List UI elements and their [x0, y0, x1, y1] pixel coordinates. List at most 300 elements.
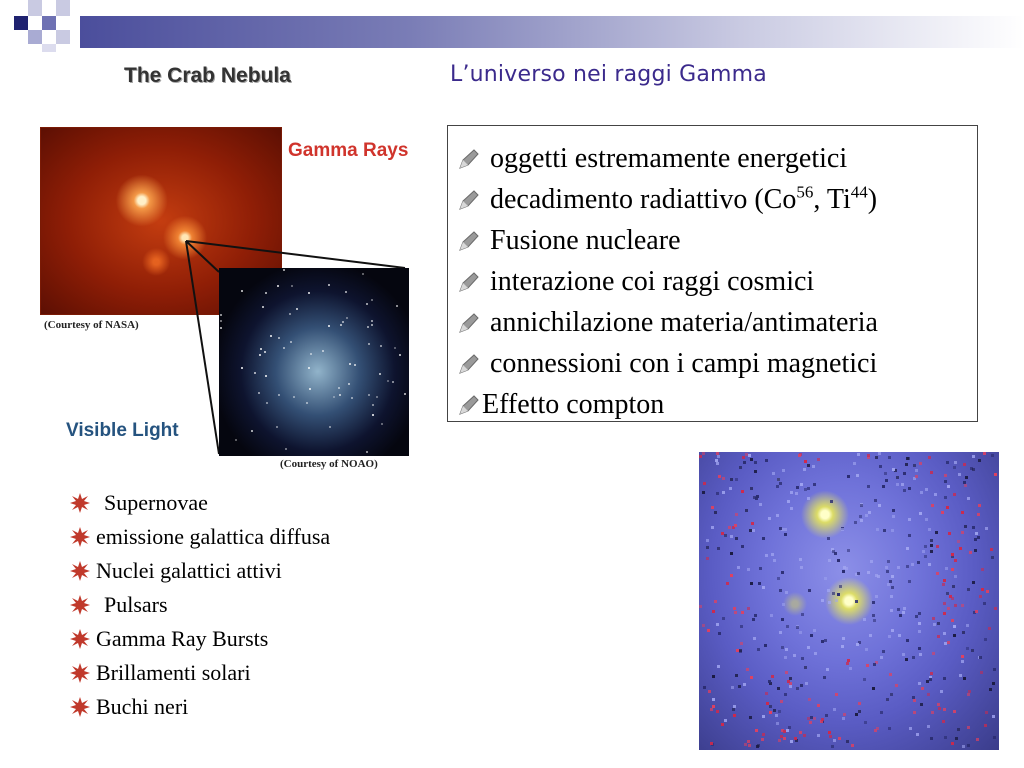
- noise-speck: [978, 459, 981, 462]
- noise-speck: [722, 617, 725, 620]
- noise-speck: [796, 486, 799, 489]
- noise-speck: [961, 511, 964, 514]
- noise-speck: [967, 588, 970, 591]
- star-speck: [235, 439, 237, 441]
- star-speck: [241, 290, 243, 292]
- noise-speck: [932, 617, 935, 620]
- noise-speck: [855, 600, 858, 603]
- noise-speck: [731, 686, 734, 689]
- star-speck: [260, 348, 262, 350]
- noise-speck: [776, 485, 779, 488]
- noise-speck: [799, 558, 802, 561]
- noise-speck: [944, 496, 947, 499]
- noise-speck: [699, 605, 702, 608]
- noise-speck: [964, 484, 967, 487]
- noise-speck: [804, 488, 807, 491]
- noise-speck: [747, 607, 750, 610]
- list-item-text: Pulsars: [104, 592, 168, 617]
- starburst-icon: [70, 527, 90, 547]
- noise-speck: [782, 469, 785, 472]
- noise-speck: [813, 629, 816, 632]
- noise-speck: [716, 492, 719, 495]
- noise-speck: [799, 631, 802, 634]
- noise-speck: [826, 668, 829, 671]
- noise-speck: [722, 477, 725, 480]
- noise-speck: [769, 705, 772, 708]
- header-square: [56, 0, 70, 16]
- star-speck: [283, 347, 285, 349]
- pencil-icon: [458, 189, 480, 211]
- noise-speck: [828, 731, 831, 734]
- noise-speck: [728, 526, 731, 529]
- noise-speck: [773, 559, 776, 562]
- star-speck: [251, 430, 253, 432]
- noise-speck: [771, 553, 774, 556]
- noise-speck: [954, 575, 957, 578]
- noise-speck: [983, 602, 986, 605]
- noise-speck: [992, 715, 995, 718]
- star-speck: [265, 375, 267, 377]
- noise-speck: [874, 499, 877, 502]
- noise-speck: [809, 721, 812, 724]
- noise-speck: [943, 612, 946, 615]
- starburst-icon: [70, 697, 90, 717]
- star-speck: [396, 305, 398, 307]
- noise-speck: [936, 545, 939, 548]
- noise-speck: [749, 529, 752, 532]
- noise-speck: [808, 589, 811, 592]
- noise-speck: [784, 533, 787, 536]
- noise-speck: [972, 526, 975, 529]
- list-item: [458, 220, 977, 261]
- noise-speck: [891, 586, 894, 589]
- noise-speck: [905, 658, 908, 661]
- noise-speck: [847, 475, 850, 478]
- noise-speck: [807, 646, 810, 649]
- noise-speck: [934, 493, 937, 496]
- noise-speck: [971, 649, 974, 652]
- noise-speck: [739, 649, 742, 652]
- noise-speck: [784, 528, 787, 531]
- noise-speck: [937, 635, 940, 638]
- noise-speck: [741, 611, 744, 614]
- noise-speck: [947, 485, 950, 488]
- noise-speck: [706, 539, 709, 542]
- noise-speck: [958, 473, 961, 476]
- noise-speck: [841, 645, 844, 648]
- noise-speck: [785, 648, 788, 651]
- noise-speck: [730, 574, 733, 577]
- list-item-text: oggetti estremamente energetici: [490, 142, 848, 174]
- noise-speck: [951, 553, 954, 556]
- noise-speck: [746, 668, 749, 671]
- noise-speck: [765, 692, 768, 695]
- noise-speck: [754, 461, 757, 464]
- star-speck: [328, 284, 330, 286]
- noise-speck: [953, 710, 956, 713]
- noise-speck: [714, 600, 717, 603]
- noise-speck: [821, 599, 824, 602]
- noise-speck: [902, 653, 905, 656]
- noise-speck: [951, 568, 954, 571]
- noise-speck: [963, 463, 966, 466]
- noise-speck: [984, 638, 987, 641]
- star-speck: [367, 326, 369, 328]
- noise-speck: [790, 740, 793, 743]
- noise-speck: [717, 455, 720, 458]
- noise-speck: [896, 483, 899, 486]
- noise-speck: [730, 552, 733, 555]
- noise-speck: [842, 570, 845, 573]
- noise-speck: [898, 634, 901, 637]
- noise-speck: [828, 559, 831, 562]
- noise-speck: [726, 582, 729, 585]
- noise-speck: [810, 634, 813, 637]
- noise-speck: [867, 454, 870, 457]
- noise-speck: [757, 648, 760, 651]
- noise-speck: [959, 674, 962, 677]
- star-speck: [348, 383, 350, 385]
- noise-speck: [853, 462, 856, 465]
- noise-speck: [833, 708, 836, 711]
- noise-speck: [776, 722, 779, 725]
- header-square: [28, 30, 42, 44]
- noise-speck: [915, 475, 918, 478]
- header-gradient-bar: [80, 16, 1024, 48]
- noise-speck: [821, 640, 824, 643]
- noise-speck: [830, 500, 833, 503]
- noise-speck: [992, 682, 995, 685]
- noise-speck: [748, 744, 751, 747]
- noise-speck: [863, 678, 866, 681]
- noise-speck: [779, 482, 782, 485]
- noise-speck: [924, 545, 927, 548]
- star-speck: [262, 306, 264, 308]
- noise-speck: [990, 548, 993, 551]
- noise-speck: [928, 456, 931, 459]
- noise-speck: [835, 693, 838, 696]
- noise-speck: [722, 491, 725, 494]
- noise-speck: [947, 607, 950, 610]
- gamma-sources-list: [70, 486, 330, 724]
- noise-speck: [932, 652, 935, 655]
- noise-speck: [783, 730, 786, 733]
- noise-speck: [961, 531, 964, 534]
- noise-speck: [781, 646, 784, 649]
- noise-speck: [897, 608, 900, 611]
- noise-speck: [876, 727, 879, 730]
- list-item: [70, 486, 330, 520]
- noise-speck: [985, 527, 988, 530]
- star-speck: [351, 397, 353, 399]
- noise-speck: [928, 563, 931, 566]
- noise-speck: [975, 532, 978, 535]
- noise-speck: [710, 708, 713, 711]
- star-speck: [381, 423, 383, 425]
- visible-light-label: Visible Light: [66, 420, 179, 441]
- noise-speck: [919, 653, 922, 656]
- list-item-text: Brillamenti solari: [96, 660, 251, 685]
- noise-speck: [777, 478, 780, 481]
- noise-speck: [980, 671, 983, 674]
- noise-speck: [896, 476, 899, 479]
- noise-speck: [762, 537, 765, 540]
- noise-speck: [807, 497, 810, 500]
- noise-speck: [916, 733, 919, 736]
- noise-speck: [753, 637, 756, 640]
- noise-speck: [857, 572, 860, 575]
- noise-speck: [964, 525, 967, 528]
- star-speck: [289, 313, 291, 315]
- noise-speck: [959, 547, 962, 550]
- starburst-icon: [70, 629, 90, 649]
- noise-speck: [989, 688, 992, 691]
- noise-speck: [993, 736, 996, 739]
- noise-speck: [796, 687, 799, 690]
- noise-speck: [730, 535, 733, 538]
- noise-speck: [972, 581, 975, 584]
- noise-speck: [882, 485, 885, 488]
- noise-speck: [929, 678, 932, 681]
- noise-speck: [943, 708, 946, 711]
- noise-speck: [993, 668, 996, 671]
- noise-speck: [887, 583, 890, 586]
- noise-speck: [933, 623, 936, 626]
- noise-speck: [771, 675, 774, 678]
- noise-speck: [827, 537, 830, 540]
- noise-speck: [931, 504, 934, 507]
- star-speck: [306, 402, 308, 404]
- noise-speck: [888, 727, 891, 730]
- noise-speck: [865, 514, 868, 517]
- noise-speck: [974, 538, 977, 541]
- noise-speck: [953, 466, 956, 469]
- noise-speck: [807, 487, 810, 490]
- noise-speck: [783, 737, 786, 740]
- noise-speck: [735, 537, 738, 540]
- noise-speck: [892, 509, 895, 512]
- noise-speck: [905, 463, 908, 466]
- list-item: [70, 690, 330, 724]
- star-speck: [278, 394, 280, 396]
- star-speck: [366, 303, 368, 305]
- noise-speck: [733, 705, 736, 708]
- noise-speck: [965, 476, 968, 479]
- noise-speck: [851, 744, 854, 747]
- noise-speck: [961, 660, 964, 663]
- pencil-icon: [458, 312, 480, 334]
- noise-speck: [913, 464, 916, 467]
- noise-speck: [921, 687, 924, 690]
- list-item-text: Nuclei galattici attivi: [96, 558, 282, 583]
- noise-speck: [902, 611, 905, 614]
- noise-speck: [710, 742, 713, 745]
- noise-speck: [948, 532, 951, 535]
- noise-speck: [880, 711, 883, 714]
- noise-speck: [832, 550, 835, 553]
- star-speck: [333, 396, 335, 398]
- noise-speck: [813, 483, 816, 486]
- noise-speck: [972, 468, 975, 471]
- noise-speck: [953, 493, 956, 496]
- noise-speck: [892, 515, 895, 518]
- noise-speck: [908, 487, 911, 490]
- noise-speck: [732, 708, 735, 711]
- noise-speck: [878, 452, 881, 455]
- noise-speck: [897, 566, 900, 569]
- noise-speck: [944, 480, 947, 483]
- noise-speck: [758, 582, 761, 585]
- noise-speck: [975, 610, 978, 613]
- noise-speck: [875, 456, 878, 459]
- star-speck: [310, 353, 312, 355]
- noise-speck: [821, 718, 824, 721]
- noise-speck: [706, 546, 709, 549]
- list-item: [458, 261, 977, 302]
- noise-speck: [708, 690, 711, 693]
- star-speck: [338, 387, 340, 389]
- noise-speck: [712, 698, 715, 701]
- noise-speck: [891, 529, 894, 532]
- noise-speck: [951, 619, 954, 622]
- noise-speck: [873, 663, 876, 666]
- list-item-text: decadimento radiattivo (Co$^{56}$, Ti$^{44}$): [490, 182, 878, 215]
- star-speck: [309, 388, 311, 390]
- noise-speck: [855, 713, 858, 716]
- noise-speck: [918, 622, 921, 625]
- noise-speck: [947, 641, 950, 644]
- noise-speck: [930, 550, 933, 553]
- noise-speck: [883, 529, 886, 532]
- noise-speck: [931, 711, 934, 714]
- noise-speck: [803, 468, 806, 471]
- noise-speck: [750, 676, 753, 679]
- noise-speck: [908, 534, 911, 537]
- noise-speck: [875, 595, 878, 598]
- noise-speck: [927, 693, 930, 696]
- noise-speck: [757, 744, 760, 747]
- noise-speck: [764, 644, 767, 647]
- noise-speck: [867, 571, 870, 574]
- noise-speck: [899, 614, 902, 617]
- noise-speck: [762, 586, 765, 589]
- noise-speck: [702, 491, 705, 494]
- noise-speck: [849, 667, 852, 670]
- noise-speck: [930, 737, 933, 740]
- starburst-icon: [70, 493, 90, 513]
- noise-speck: [711, 526, 714, 529]
- noise-speck: [778, 739, 781, 742]
- noise-speck: [966, 647, 969, 650]
- noise-speck: [924, 555, 927, 558]
- star-speck: [220, 320, 222, 322]
- noise-speck: [817, 704, 820, 707]
- star-speck: [399, 354, 401, 356]
- noise-speck: [920, 491, 923, 494]
- noise-speck: [759, 503, 762, 506]
- noise-speck: [946, 461, 949, 464]
- list-item-text: Supernovae: [104, 490, 208, 515]
- noise-speck: [994, 607, 997, 610]
- noise-speck: [842, 637, 845, 640]
- noise-speck: [876, 528, 879, 531]
- star-speck: [270, 335, 272, 337]
- noise-speck: [972, 455, 975, 458]
- noise-speck: [753, 496, 756, 499]
- noise-speck: [935, 531, 938, 534]
- noise-speck: [918, 630, 921, 633]
- noise-speck: [785, 591, 788, 594]
- header-square: [14, 16, 28, 30]
- noise-speck: [784, 656, 787, 659]
- noise-speck: [907, 457, 910, 460]
- list-item-text: Effetto compton: [482, 388, 665, 420]
- noise-speck: [872, 614, 875, 617]
- noise-speck: [915, 615, 918, 618]
- noise-speck: [740, 642, 743, 645]
- noise-speck: [906, 547, 909, 550]
- noise-speck: [940, 690, 943, 693]
- noise-speck: [841, 528, 844, 531]
- noise-speck: [847, 549, 850, 552]
- noise-speck: [887, 560, 890, 563]
- list-item-text: emissione galattica diffusa: [96, 524, 331, 549]
- list-item-text: annichilazione materia/antimateria: [490, 306, 878, 338]
- noise-speck: [835, 599, 838, 602]
- noise-speck: [962, 745, 965, 748]
- star-speck: [266, 402, 268, 404]
- noise-speck: [981, 588, 984, 591]
- list-item: [70, 588, 330, 622]
- noise-speck: [765, 459, 768, 462]
- noise-speck: [969, 551, 972, 554]
- noise-speck: [946, 592, 949, 595]
- noise-speck: [963, 481, 966, 484]
- star-speck: [291, 285, 293, 287]
- noise-speck: [842, 717, 845, 720]
- noise-speck: [804, 666, 807, 669]
- noise-speck: [782, 603, 785, 606]
- noise-speck: [781, 618, 784, 621]
- noise-speck: [978, 504, 981, 507]
- noise-speck: [957, 728, 960, 731]
- noise-speck: [949, 595, 952, 598]
- star-speck: [264, 351, 266, 353]
- star-speck: [328, 325, 330, 327]
- noise-speck: [813, 717, 816, 720]
- noise-speck: [908, 518, 911, 521]
- list-item-text: interazione coi raggi cosmici: [490, 265, 815, 297]
- noise-speck: [703, 482, 706, 485]
- noise-speck: [777, 577, 780, 580]
- noise-speck: [814, 652, 817, 655]
- noise-speck: [768, 517, 771, 520]
- noise-speck: [707, 629, 710, 632]
- star-speck: [220, 327, 222, 329]
- noise-speck: [706, 557, 709, 560]
- noise-speck: [768, 680, 771, 683]
- noise-speck: [962, 631, 965, 634]
- noise-speck: [699, 455, 702, 458]
- starburst-icon: [70, 595, 90, 615]
- noise-speck: [866, 664, 869, 667]
- starburst-icon: [70, 561, 90, 581]
- star-speck: [380, 345, 382, 347]
- noise-speck: [943, 677, 946, 680]
- noise-speck: [943, 579, 946, 582]
- noise-speck: [812, 465, 815, 468]
- noise-speck: [872, 687, 875, 690]
